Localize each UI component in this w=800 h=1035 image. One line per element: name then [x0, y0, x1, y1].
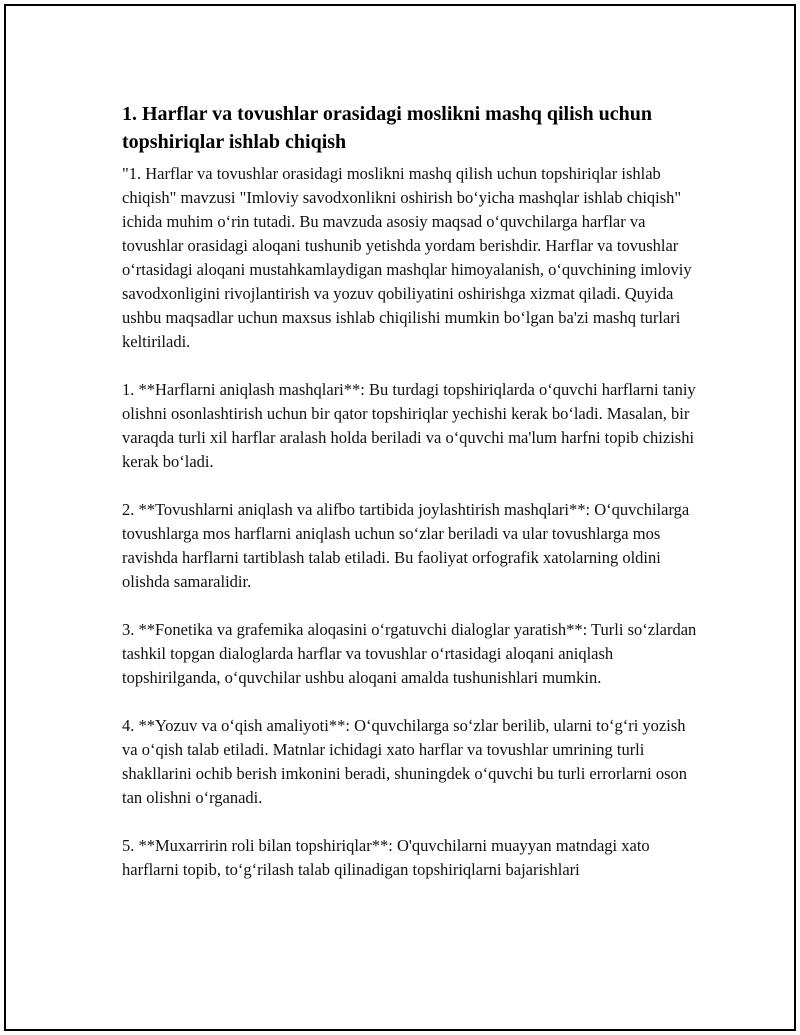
list-item-5: 5. **Muxarririn roli bilan topshiriqlar**: O'quvchilarni muayyan matndagi xato harflarni topib, to‘g‘rilash talab qilinadigan topshiriqlarni bajarishlari	[122, 836, 650, 879]
list-item-1: 1. **Harflarni aniqlash mashqlari**: Bu turdagi topshiriqlarda o‘quvchi harflarni taniy olishni osonlashtirish uchun bir qator topshiriqlar yechishi kerak bo‘ladi. Masalan, bir varaqda turli xil harflar aralash holda beriladi va o‘quvchi ma'lum harfni topib chizishi kerak bo‘ladi.	[122, 380, 696, 471]
list-item-4: 4. **Yozuv va o‘qish amaliyoti**: O‘quvchilarga so‘zlar berilib, ularni to‘g‘ri yozish va o‘qish talab etiladi. Matnlar ichidagi xato harflar va tovushlar umrining turli shakllarini ochib berish imkonini beradi, shuningdek o‘quvchi bu turli errorlarni oson tan olishni o‘rganadi.	[122, 716, 688, 807]
document-title: 1. Harflar va tovushlar orasidagi moslikni mashq qilish uchun topshiriqlar ishlab chiqish	[122, 103, 652, 153]
intro-paragraph: "1. Harflar va tovushlar orasidagi moslikni mashq qilish uchun topshiriqlar ishlab chiqish" mavzusi "Imloviy savodxonlikni oshirish bo‘yicha mashqlar ishlab chiqish" ichida muhim o‘rin tutadi. Bu mavzuda asosiy maqsad o‘quvchilarga harflar va tovushlar orasidagi aloqani tushunib yetishda yordam berishdir. Harflar va tovushlar o‘rtasidagi aloqani mustahkamlaydigan mashqlar himoyalanish, o‘quvchining imloviy savodxonligini rivojlantirish va yozuv qobiliyatini oshirishga xizmat qiladi. Quyida ushbu maqsadlar uchun maxsus ishlab chiqilishi mumkin bo‘lgan ba'zi mashq turlari keltiriladi.	[122, 164, 692, 351]
document-body	[122, 100, 702, 906]
list-item-3: 3. **Fonetika va grafemika aloqasini o‘rgatuvchi dialoglar yaratish**: Turli so‘zlardan tashkil topgan dialoglarda harflar va tovushlar o‘rtasidagi aloqani aniqlash topshirilganda, o‘quvchilar ushbu aloqani amalda tushunishlari mumkin.	[122, 620, 697, 687]
page-border	[4, 4, 796, 1031]
list-item-2: 2. **Tovushlarni aniqlash va alifbo tartibida joylashtirish mashqlari**: O‘quvchilarga tovushlarga mos harflarni aniqlash uchun so‘zlar beriladi va ular tovushlarga mos ravishda harflarni tartiblash talab etiladi. Bu faoliyat orfografik xatolarning oldini olishda samaralidir.	[122, 500, 690, 591]
